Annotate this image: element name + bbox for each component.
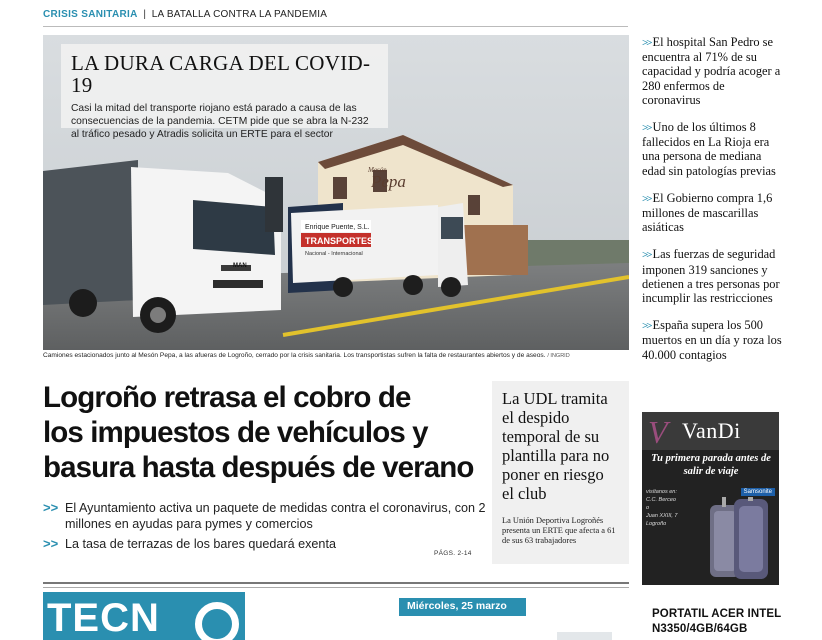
vandi-logo-icon: V bbox=[648, 414, 668, 450]
udl-text: La Unión Deportiva Logroñés presenta un ERTE que afecta a 61 de sus 63 trabajadores bbox=[502, 516, 616, 545]
section-header bbox=[43, 9, 628, 27]
brief-item[interactable] bbox=[642, 120, 782, 178]
bottom-divider bbox=[43, 582, 629, 584]
header-divider bbox=[43, 26, 628, 27]
brief-text: Las fuerzas de seguridad imponen 319 sanciones y detienen a tres personas por incumplir las restricciones bbox=[642, 247, 780, 306]
ad-location-line: visítanos en: bbox=[646, 489, 677, 495]
suitcase-icon bbox=[642, 497, 779, 585]
truck-banner-label: TRANSPORTES bbox=[305, 236, 374, 246]
brief-item[interactable] bbox=[642, 191, 782, 235]
bullet-item bbox=[43, 536, 488, 552]
chevron-double-right-icon: >> bbox=[642, 320, 651, 333]
udl-title: La UDL tramita el despido temporal de su plantilla para no poner en riesgo el club bbox=[502, 389, 610, 503]
main-headline[interactable] bbox=[43, 380, 488, 485]
chevron-double-right-icon: >> bbox=[43, 536, 59, 551]
brief-text: Uno de los últimos 8 fallecidos en La Rioja era una persona de mediana edad sin patologías previas bbox=[642, 120, 776, 178]
meson-sign: Pepa bbox=[371, 172, 406, 191]
tecno-word: TECN bbox=[47, 596, 160, 640]
bullet-text: El Ayuntamiento activa un paquete de medidas contra el coronavirus, con 2 millones en ayudas para pymes y comercios bbox=[65, 501, 486, 531]
subsection-label: LA BATALLA CONTRA LA PANDEMIA bbox=[151, 9, 328, 20]
ad-brand: VanDi bbox=[682, 418, 741, 443]
chevron-double-right-icon: >> bbox=[642, 122, 651, 135]
svg-text:MAN: MAN bbox=[233, 263, 247, 269]
vandi-advertisement[interactable] bbox=[642, 412, 779, 585]
ad-location-line: C.C. Berceo bbox=[646, 497, 676, 503]
product-line: N3350/4GB/64GB bbox=[652, 623, 748, 635]
page-reference: PÁGS. 2-14 bbox=[434, 550, 472, 557]
feature-overlay bbox=[61, 44, 388, 140]
headline-line: basura hasta después de verano bbox=[43, 451, 474, 484]
brief-text: El Gobierno compra 1,6 millones de mascarillas asiáticas bbox=[642, 190, 773, 235]
ad-slogan: Tu primera parada antes de salir de viaje bbox=[651, 453, 771, 477]
brief-text: España supera los 500 muertos en un día y roza los 40.000 contagios bbox=[642, 318, 782, 362]
date-badge: Miércoles, 25 marzo bbox=[399, 598, 526, 616]
chevron-double-right-icon: >> bbox=[642, 37, 651, 49]
samsonite-logo: Samsonite bbox=[741, 488, 775, 496]
feature-title: LA DURA CARGA DEL COVID-19 bbox=[71, 51, 371, 97]
section-label: CRISIS SANITARIA bbox=[43, 9, 138, 20]
photo-credit: / INGRID bbox=[547, 353, 570, 359]
brief-item[interactable] bbox=[642, 318, 782, 362]
caption-text: Camiones estacionados junto al Mesón Pepa, a las afueras de Logroño, cerrado por la crisis sanitaria. Los transportistas sufren la falta de restaurantes abiertos y de aseos. bbox=[43, 352, 546, 359]
power-ring-icon bbox=[195, 602, 239, 640]
udl-story-box[interactable] bbox=[492, 381, 629, 564]
feature-text: Casi la mitad del transporte riojano está parado a causa de las consecuencias de la pandemia. CETM pide que se abra la N-232 al tráfico pesado y Atradis solicita un ERTE para el sector bbox=[71, 103, 369, 140]
headline-line: los impuestos de vehículos y bbox=[43, 416, 428, 449]
truck-company-label: Enrique Puente, S.L. bbox=[305, 224, 370, 231]
photo-caption bbox=[43, 352, 633, 359]
ad-location-line: Juan XXIII, 7 bbox=[646, 513, 678, 519]
product-image bbox=[557, 632, 612, 640]
bullet-text: La tasa de terrazas de los bares quedará exenta bbox=[65, 537, 336, 551]
chevron-double-right-icon: >> bbox=[642, 192, 651, 205]
tecno-banner[interactable] bbox=[43, 592, 245, 640]
bullet-item bbox=[43, 500, 488, 532]
product-title[interactable] bbox=[652, 607, 792, 637]
brief-item[interactable] bbox=[642, 35, 782, 107]
truck-sub-label: Nacional - Internacional bbox=[305, 251, 363, 257]
header-separator: | bbox=[143, 9, 147, 20]
headline-line: Logroño retrasa el cobro de bbox=[43, 381, 411, 414]
ad-location-line: Logroño bbox=[646, 521, 667, 527]
chevron-double-right-icon: >> bbox=[642, 249, 651, 262]
main-bullets bbox=[43, 500, 488, 556]
bottom-divider-thin bbox=[43, 587, 629, 588]
meson-sign-small: Mesón bbox=[368, 166, 387, 174]
ad-location-line: o bbox=[646, 505, 650, 511]
chevron-double-right-icon: >> bbox=[43, 500, 59, 515]
brief-text: El hospital San Pedro se encuentra al 71% de su capacidad y podría acoger a 280 enfermos de coronavirus bbox=[642, 35, 781, 107]
brief-item[interactable] bbox=[642, 247, 782, 305]
news-briefs bbox=[642, 35, 782, 375]
product-line: PORTATIL ACER INTEL bbox=[652, 608, 782, 620]
